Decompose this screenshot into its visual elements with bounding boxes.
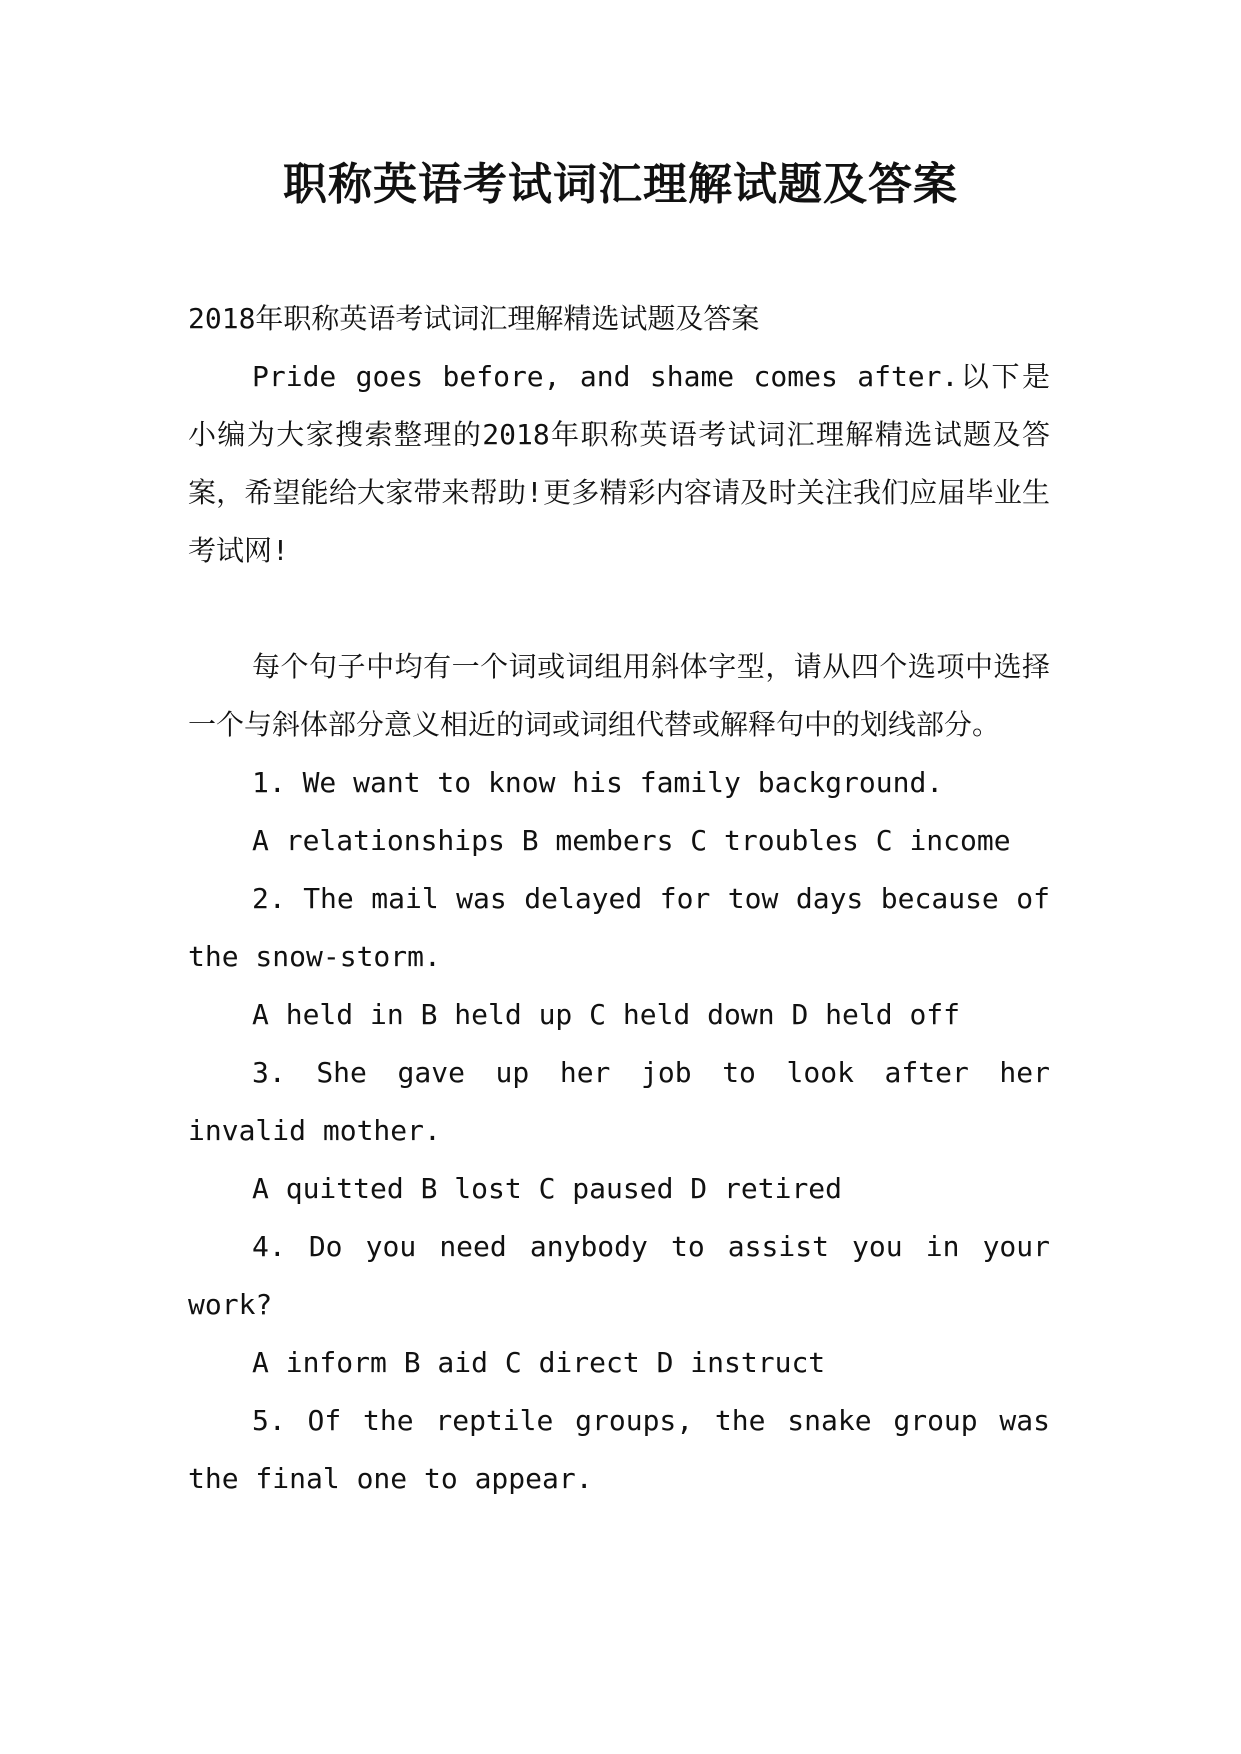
paragraph-spacer <box>188 580 1050 638</box>
document-subtitle: 2018年职称英语考试词汇理解精选试题及答案 <box>188 302 760 335</box>
question-options: A held in B held up C held down D held off <box>252 998 961 1031</box>
question-stem: 1. We want to know his family background. <box>252 766 944 799</box>
instruction-paragraph: 每个句子中均有一个词或词组用斜体字型，请从四个选项中选择一个与斜体部分意义相近的词或词组代替或解释句中的划线部分。 <box>188 650 1050 741</box>
question-options: A quitted B lost C paused D retired <box>252 1172 843 1205</box>
question-stem: 5. Of the reptile groups, the snake group was the final one to appear. <box>188 1404 1050 1495</box>
intro-paragraph: Pride goes before, and shame comes after.以下是小编为大家搜索整理的2018年职称英语考试词汇理解精选试题及答案，希望能给大家带来帮助!更多精彩内容请及时关注我们应届毕业生考试网! <box>188 360 1050 567</box>
document-title: 职称英语考试词汇理解试题及答案 <box>283 159 958 210</box>
question-stem: 3. She gave up her job to look after her invalid mother. <box>188 1056 1050 1147</box>
question-stem: 4. Do you need anybody to assist you in your work? <box>188 1230 1050 1321</box>
question-stem: 2. The mail was delayed for tow days because of the snow-storm. <box>188 882 1050 973</box>
question-options: A inform B aid C direct D instruct <box>252 1346 826 1379</box>
question-options: A relationships B members C troubles C income <box>252 824 1011 857</box>
document-body <box>188 290 1050 1508</box>
